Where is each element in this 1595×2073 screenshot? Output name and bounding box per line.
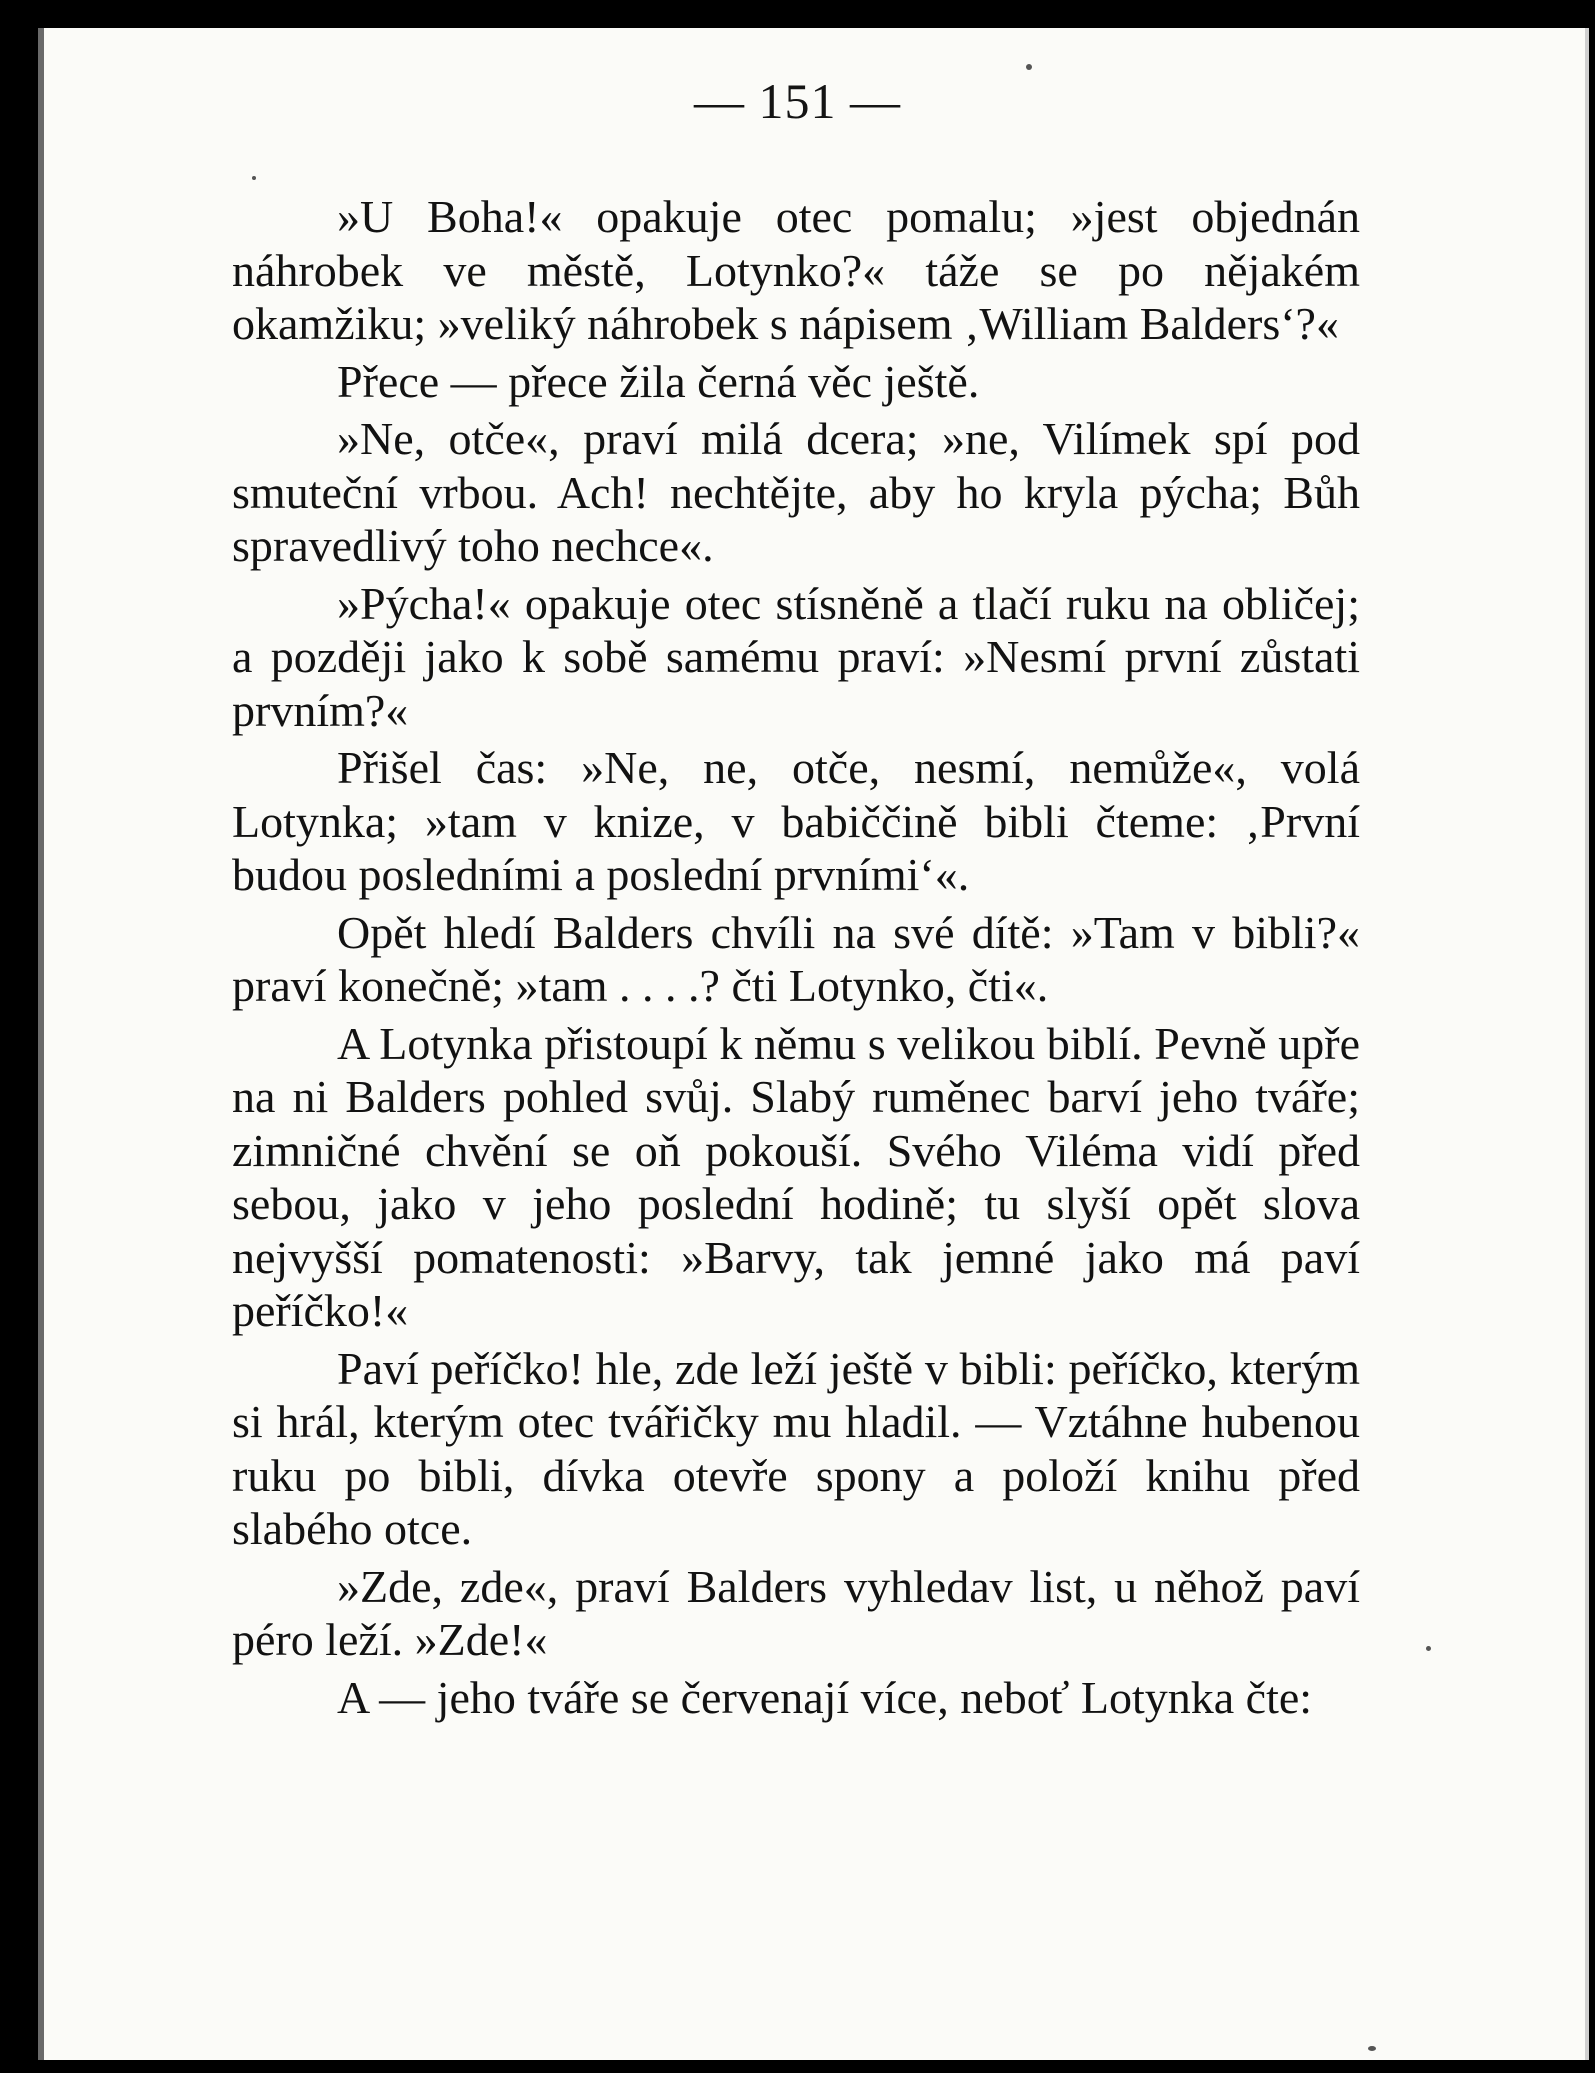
paragraph: »Zde, zde«, praví Balders vyhledav list, u něhož paví péro leží. »Zde!« <box>232 1560 1360 1665</box>
paragraph: »Pýcha!« opakuje otec stísněně a tlačí ruku na obličej; a později jako k sobě samému praví: »Nesmí první zůstati prvním?« <box>232 577 1360 736</box>
scan-speck <box>1026 64 1032 70</box>
scan-speck <box>1368 2046 1376 2051</box>
paragraph: »Ne, otče«, praví milá dcera; »ne, Vilímek spí pod smuteční vrbou. Ach! nechtějte, aby ho kryla pýcha; Bůh spravedlivý toho nechce«. <box>232 413 1360 571</box>
paragraph: Přece — přece žila černá věc ještě. <box>337 355 980 407</box>
scan-speck <box>1426 1646 1431 1651</box>
paragraph: Přišel čas: »Ne, ne, otče, nesmí, nemůže«, volá Lotynka; »tam v knize, v babiččině bibli čteme: ‚První budou posledními a poslední prvními‘«. <box>232 742 1360 900</box>
paragraph: A — jeho tváře se červenají více, neboť Lotynka čte: <box>337 1671 1313 1723</box>
page-number: — 151 — <box>694 73 901 129</box>
paragraph: »U Boha!« opakuje otec pomalu; »jest objednán náhrobek ve městě, Lotynko?« táže se po nějakém okamžiku; »veliký náhrobek s nápisem ‚William Balders‘?« <box>232 191 1360 349</box>
paragraph: Paví peříčko! hle, zde leží ještě v bibli: peříčko, kterým si hrál, kterým otec tvářičky mu hladil. — Vztáhne hubenou ruku po bibli, dívka otevře spony a položí knihu před slabého otce. <box>232 1342 1360 1554</box>
page-right-edge <box>1585 28 1589 2060</box>
paragraph: A Lotynka přistoupí k němu s velikou biblí. Pevně upře na ni Balders pohled svůj. Slabý ruměnec barví jeho tváře; zimničné chvění se oň pokouší. Svého Viléma vidí před sebou, jako v jeho poslední hodině; tu slyší opět slova nejvyšší pomatenosti: »Barvy, tak jemné jako má paví peříčko!« <box>232 1017 1360 1336</box>
paragraph: Opět hledí Balders chvíli na své dítě: »Tam v bibli?« praví konečně; »tam . . . .? čti Lotynko, čti«. <box>232 906 1360 1011</box>
body-text <box>232 190 1360 1724</box>
scan-speck <box>252 176 256 180</box>
